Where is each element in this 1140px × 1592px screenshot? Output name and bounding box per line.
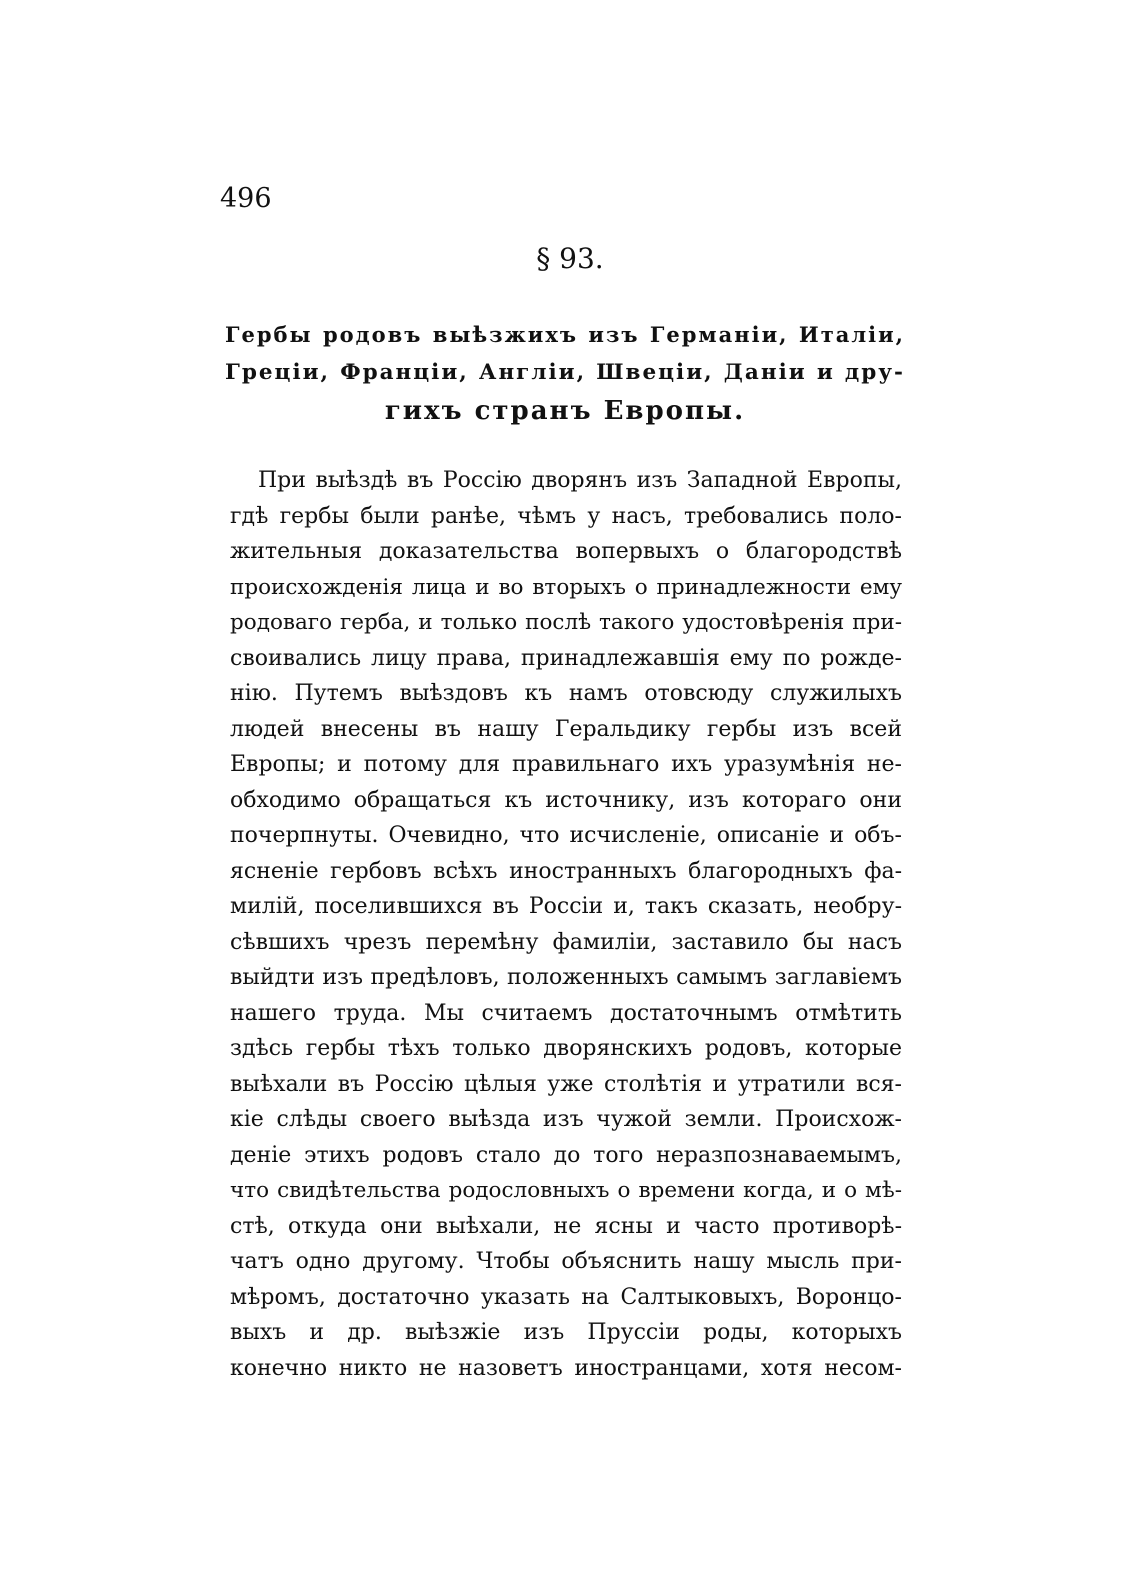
body-paragraph <box>230 463 902 1386</box>
body-line: почерпнуты. Очевидно, что исчисленіе, описаніе и объ- <box>230 823 902 848</box>
body-line: выѣхали въ Россію цѣлыя уже столѣтія и утратили вся- <box>230 1071 902 1097</box>
body-line: сѣвшихъ чрезъ перемѣну фамиліи, заставило бы насъ <box>230 929 902 955</box>
body-line: происхожденія лица и во вторыхъ о принадлежности ему <box>230 574 902 600</box>
body-line: милій, поселившихся въ Россіи и, такъ сказать, необру- <box>230 894 902 919</box>
title-line: гихъ странъ Европы. <box>384 396 746 426</box>
body-line: жительныя доказательства вопервыхъ о благородствѣ <box>230 539 902 564</box>
body-line: родоваго герба, и только послѣ такого удостовѣренія при- <box>230 610 902 635</box>
body-line: стѣ, откуда они выѣхали, не ясны и часто противорѣ- <box>230 1213 902 1239</box>
body-line: людей внесены въ нашу Геральдику гербы изъ всей <box>230 716 902 742</box>
body-line: При выѣздѣ въ Россію дворянъ изъ Западной Европы, <box>258 468 902 493</box>
body-line: кіе слѣды своего выѣзда изъ чужой земли. Происхож- <box>230 1107 902 1132</box>
body-line: деніе этихъ родовъ стало до того неразпознаваемымъ, <box>230 1142 902 1168</box>
body-line: мѣромъ, достаточно указать на Салтыковыхъ, Воронцо- <box>230 1284 902 1310</box>
title-line: Греціи, Франціи, Англіи, Швеціи, Даніи и дру- <box>225 360 905 385</box>
body-line: гдѣ гербы были ранѣе, чѣмъ у насъ, требовались поло- <box>230 503 902 529</box>
body-line: Европы; и потому для правильнаго ихъ уразумѣнія не- <box>230 752 902 777</box>
body-line: своивались лицу права, принадлежавшія ему по рожде- <box>230 645 902 671</box>
body-line: здѣсь гербы тѣхъ только дворянскихъ родовъ, которые <box>230 1036 902 1061</box>
body-line: конечно никто не назоветъ иностранцами, хотя несом- <box>230 1355 902 1381</box>
body-line: что свидѣтельства родословныхъ о времени когда, и о мѣ- <box>230 1178 902 1203</box>
body-line: ясненіе гербовъ всѣхъ иностранныхъ благородныхъ фа- <box>230 858 902 884</box>
body-line: чатъ одно другому. Чтобы объяснить нашу мысль при- <box>230 1249 902 1274</box>
title-line: Гербы родовъ выѣзжихъ изъ Германіи, Италіи, <box>225 322 905 347</box>
body-line: выхъ и др. выѣзжіе изъ Пруссіи роды, которыхъ <box>230 1320 902 1345</box>
section-title <box>225 316 905 430</box>
page-number: 496 <box>220 183 272 214</box>
section-heading: § 93. <box>536 242 604 275</box>
body-line: нію. Путемъ выѣздовъ къ намъ отовсюду служилыхъ <box>230 681 902 706</box>
body-line: нашего труда. Мы считаемъ достаточнымъ отмѣтить <box>230 1000 902 1026</box>
body-line: обходимо обращаться къ источнику, изъ котораго они <box>230 787 902 813</box>
body-line: выйдти изъ предѣловъ, положенныхъ самымъ заглавіемъ <box>230 965 902 990</box>
